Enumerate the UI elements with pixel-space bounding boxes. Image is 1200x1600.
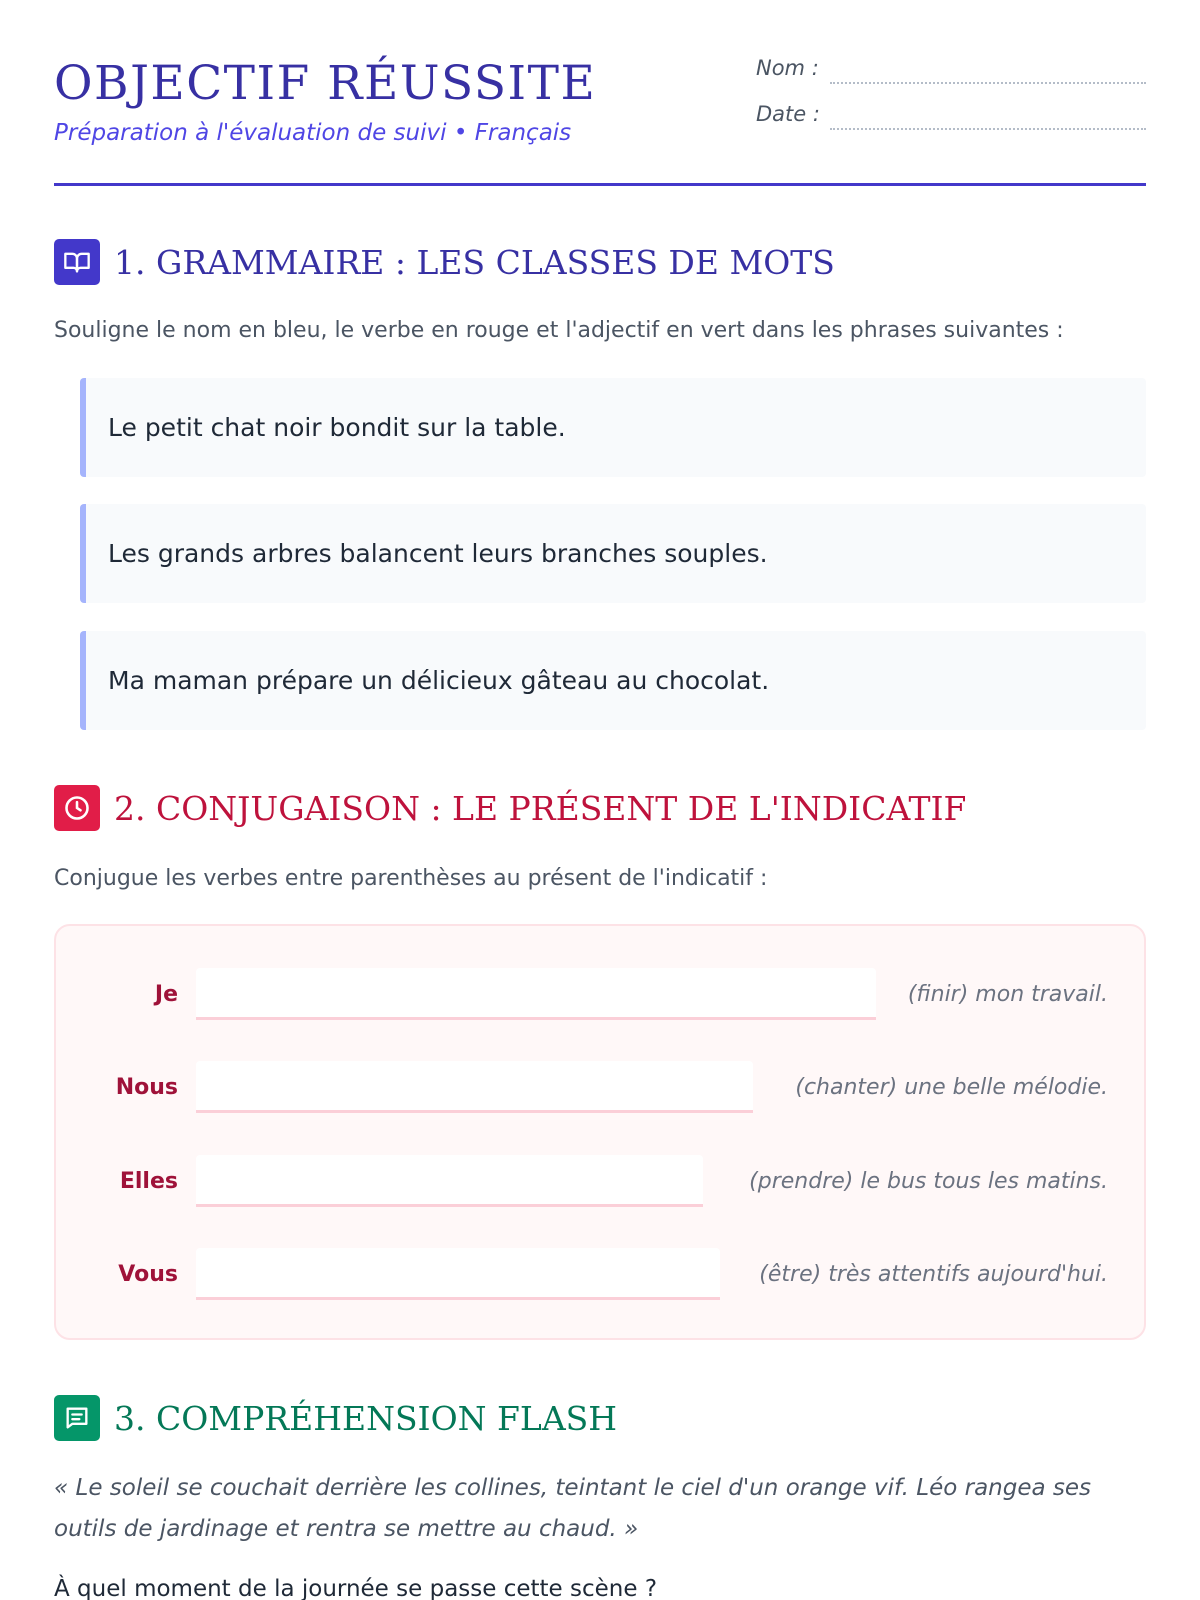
pronoun-label: Nous <box>115 1075 178 1100</box>
grammar-sentence <box>80 631 1146 730</box>
conjugation-instruction: Conjugue les verbes entre parenthèses au présent de l'indicatif : <box>54 866 768 891</box>
name-label: Nom : <box>756 56 819 80</box>
sentence-text: Ma maman prépare un délicieux gâteau au chocolat. <box>108 666 770 695</box>
page-subtitle: Préparation à l'évaluation de suivi • Français <box>54 120 572 146</box>
verb-hint: (prendre) le bus tous les matins. <box>749 1169 1108 1194</box>
date-label: Date : <box>756 102 820 126</box>
page-title: OBJECTIF RÉUSSITE <box>54 56 597 111</box>
grammar-sentence <box>80 504 1146 603</box>
conjugation-box <box>54 924 1146 1340</box>
conjugation-row <box>56 1155 1148 1211</box>
sentence-text: Le petit chat noir bondit sur la table. <box>108 413 566 442</box>
conjugation-row <box>56 1061 1148 1117</box>
date-line[interactable] <box>830 128 1146 130</box>
message-text-icon <box>54 1395 100 1441</box>
name-field[interactable] <box>756 56 1146 86</box>
worksheet-page <box>54 0 1146 1600</box>
conjugation-row <box>56 1248 1148 1304</box>
answer-blank[interactable] <box>196 968 876 1020</box>
name-line[interactable] <box>830 82 1146 84</box>
verb-hint: (finir) mon travail. <box>907 982 1108 1007</box>
section-grammar-title: 1. GRAMMAIRE : LES CLASSES DE MOTS <box>114 242 835 282</box>
clock-icon <box>54 785 100 831</box>
grammar-instruction: Souligne le nom en bleu, le verbe en rouge et l'adjectif en vert dans les phrases suivantes : <box>54 318 1064 343</box>
section-conjugation-title: 2. CONJUGAISON : LE PRÉSENT DE L'INDICATIF <box>114 788 967 828</box>
section-conjugation-heading <box>54 784 966 832</box>
date-field[interactable] <box>756 102 1146 132</box>
verb-hint: (être) très attentifs aujourd'hui. <box>759 1262 1108 1287</box>
verb-hint: (chanter) une belle mélodie. <box>795 1075 1108 1100</box>
section-comprehension-heading <box>54 1394 617 1442</box>
answer-blank[interactable] <box>196 1248 720 1300</box>
sentence-text: Les grands arbres balancent leurs branches souples. <box>108 539 768 568</box>
book-open-icon <box>54 239 100 285</box>
grammar-sentence <box>80 378 1146 477</box>
pronoun-label: Elles <box>119 1169 178 1194</box>
comprehension-question: À quel moment de la journée se passe cette scène ? <box>54 1576 658 1600</box>
section-grammar-heading <box>54 238 835 286</box>
section-comprehension-title: 3. COMPRÉHENSION FLASH <box>114 1398 618 1438</box>
pronoun-label: Vous <box>118 1262 178 1287</box>
pronoun-label: Je <box>154 982 178 1007</box>
worksheet-header <box>54 0 1146 186</box>
answer-blank[interactable] <box>196 1061 753 1113</box>
answer-blank[interactable] <box>196 1155 703 1207</box>
reading-passage: « Le soleil se couchait derrière les collines, teintant le ciel d'un orange vif. Léo rangea ses outils de jardinage et rentra se mettre au chaud. » <box>54 1475 1092 1542</box>
conjugation-row <box>56 968 1148 1024</box>
